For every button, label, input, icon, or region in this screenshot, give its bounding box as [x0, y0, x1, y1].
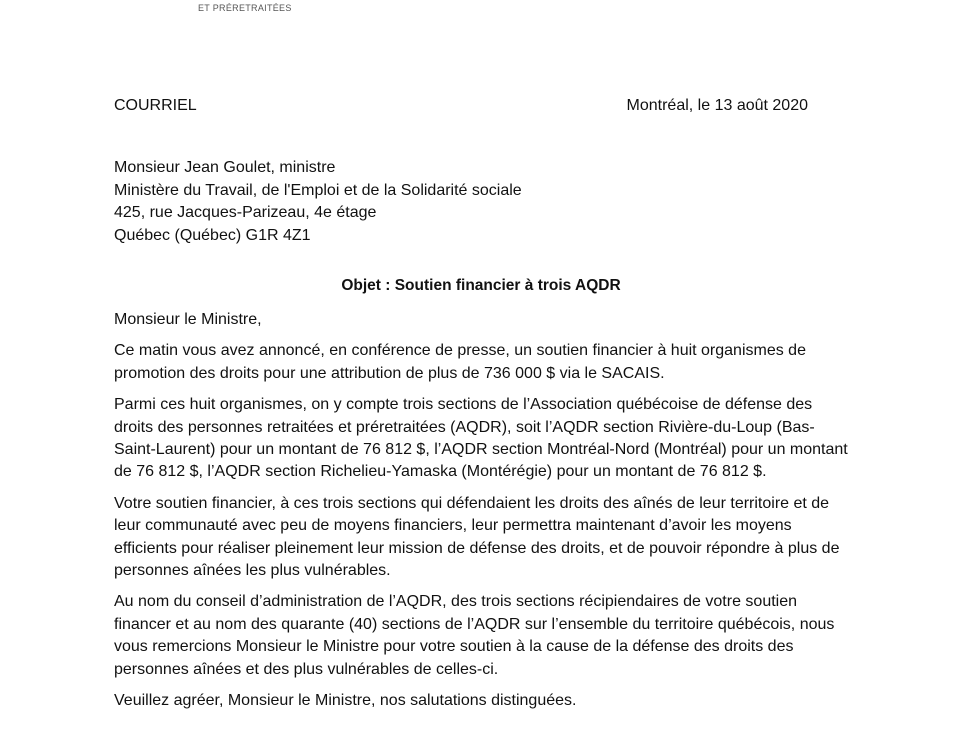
- letter-subject: Objet : Soutien financier à trois AQDR: [341, 277, 621, 294]
- closing-paragraph: Veuillez agréer, Monsieur le Ministre, nos salutations distinguées.: [114, 692, 577, 710]
- place-date: Montréal, le 13 août 2020: [626, 97, 808, 114]
- letterhead-org-name: ET PRÉRETRAITÉES: [198, 3, 292, 13]
- body-paragraph: Au nom du conseil d’administration de l’AQDR, des trois sections récipiendaires de votre soutien financer et au nom des quarante (40) sections de l’AQDR sur l’ensemble du territoire québécois, nous vous remercions Monsieur le Ministre pour votre soutien à la cause de la défense des droits des personnes aînées et des plus vulnérables de celles-ci.: [114, 593, 835, 678]
- recipient-line: Québec (Québec) G1R 4Z1: [114, 226, 311, 244]
- salutation: Monsieur le Ministre,: [114, 311, 262, 328]
- body-paragraph: Parmi ces huit organismes, on y compte trois sections de l’Association québécoise de défense des droits des personnes retraitées et préretraitées (AQDR), soit l’AQDR section Rivière-du-Loup (Bas-Saint-Laurent) pour un montant de 76 812 $, l’AQDR section Montréal-Nord (Montréal) pour un montant de 76 812 $, l’AQDR section Richelieu-Yamaska (Montérégie) pour un montant de 76 812 $.: [114, 396, 848, 481]
- recipient-line: Ministère du Travail, de l'Emploi et de la Solidarité sociale: [114, 181, 522, 199]
- body-paragraph: Votre soutien financier, à ces trois sections qui défendaient les droits des aînés de leur territoire et de leur communauté avec peu de moyens financiers, leur permettra maintenant d’avoir les moyens efficients pour réaliser pleinement leur mission de défense des droits, et de pouvoir répondre à plus de personnes aînées les plus vulnérables.: [114, 494, 840, 580]
- recipient-line: Monsieur Jean Goulet, ministre: [114, 159, 336, 176]
- body-paragraph: Ce matin vous avez annoncé, en conférence de presse, un soutien financier à huit organismes de promotion des droits pour une attribution de plus de 736 000 $ via le SACAIS.: [114, 342, 806, 382]
- delivery-method-label: COURRIEL: [114, 97, 197, 114]
- letter-body: [114, 309, 854, 722]
- recipient-line: 425, rue Jacques-Parizeau, 4e étage: [114, 204, 377, 221]
- recipient-address-block: [114, 157, 522, 247]
